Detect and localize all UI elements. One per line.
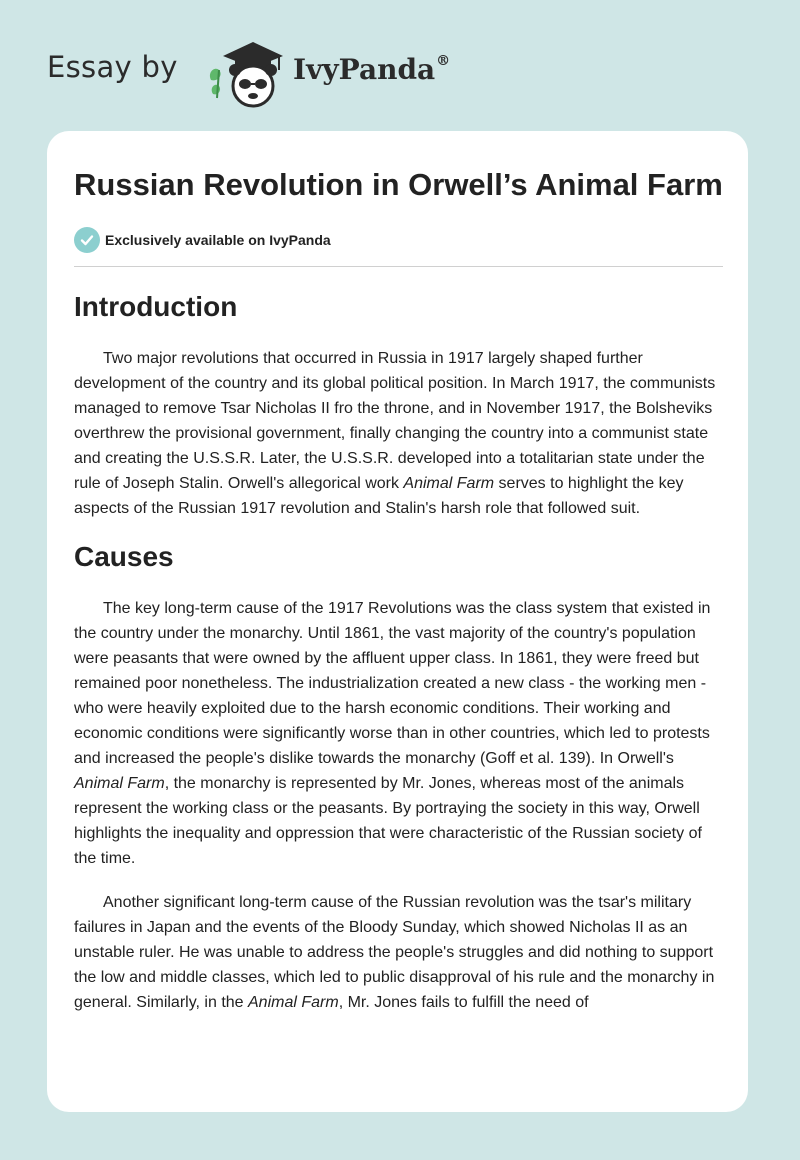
registered-mark: ® bbox=[436, 53, 451, 69]
section-heading-introduction: Introduction bbox=[74, 291, 238, 322]
ivypanda-logo-icon bbox=[205, 36, 285, 108]
divider bbox=[74, 266, 723, 267]
book-title: Animal Farm bbox=[74, 775, 165, 792]
brand-name: IvyPanda bbox=[293, 53, 436, 86]
site-header bbox=[47, 36, 547, 108]
book-title: Animal Farm bbox=[403, 475, 495, 492]
exclusive-badge bbox=[74, 227, 723, 253]
paragraph: Two major revolutions that occurred in Russia in 1917 largely shaped further development of the country and its global political position. In March 1917, the communists managed to remove Tsar Nicholas II fro the throne, and in November 1917, the Bolsheviks overthrew the provisional government, finally changing the country into a communist state and creating the U.S.S.R. Later, the U.S.S.R. developed into a totalitarian state under the rule of Joseph Stalin. Orwell's allegorical work Animal Farm serves to highlight the key aspects of the Russian 1917 revolution and Stalin's harsh role that followed suit. bbox=[74, 350, 716, 517]
book-title: Animal Farm bbox=[248, 994, 339, 1011]
badge-text: Exclusively available on IvyPanda bbox=[105, 232, 331, 248]
section-heading-causes: Causes bbox=[74, 541, 174, 572]
ivypanda-brand bbox=[293, 53, 450, 86]
paragraph: Another significant long-term cause of the Russian revolution was the tsar's military failures in Japan and the events of the Bloody Sunday, which showed Nicholas II as an unstable ruler. He was unable to address the people's struggles and did nothing to support the low and middle classes, which led to public disapproval of his rule and the monarchy in general. Similarly, in the Animal Farm, Mr. Jones fails to fulfill the need of bbox=[74, 894, 715, 1011]
essay-content bbox=[74, 131, 723, 1015]
paragraph: The key long-term cause of the 1917 Revolutions was the class system that existed in the country under the monarchy. Until 1861, the vast majority of the country's population were peasants that were owned by the affluent upper class. In 1861, they were freed but remained poor nonetheless. The industrialization created a new class - the working men - who were heavily exploited due to the harsh economic conditions. Their working and economic conditions were significantly worse than in other countries, which led to protests and increased the people's dislike towards the monarchy (Goff et al. 139). In Orwell's Animal Farm, the monarchy is represented by Mr. Jones, whereas most of the animals represent the working class or the peasants. By portraying the society in this way, Orwell highlights the inequality and oppression that were characteristic of the Russian society of the time. bbox=[74, 600, 711, 867]
checkmark-icon bbox=[74, 227, 100, 253]
essay-by-label: Essay by bbox=[47, 50, 178, 84]
essay-card bbox=[47, 131, 748, 1112]
page-title: Russian Revolution in Orwell’s Animal Farm bbox=[74, 167, 723, 202]
